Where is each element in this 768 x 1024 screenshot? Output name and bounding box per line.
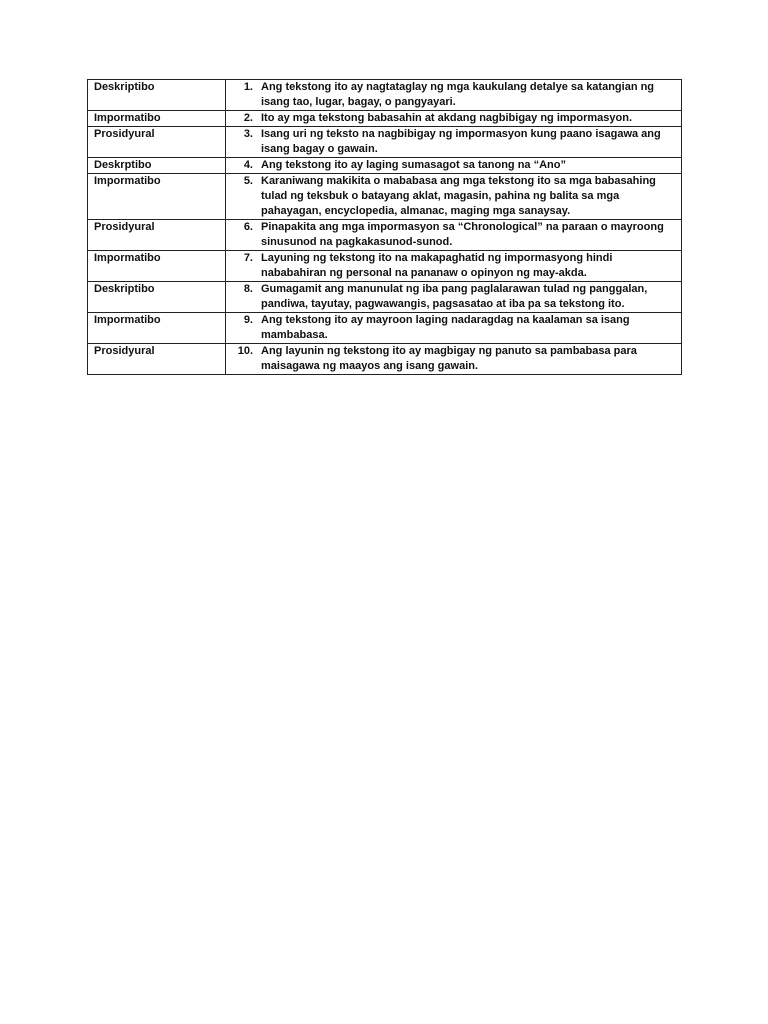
type-cell: Impormatibo xyxy=(88,174,226,220)
table-row xyxy=(88,174,682,220)
table-row xyxy=(88,127,682,158)
item-text: Layuning ng tekstong ito na makapaghatid ng impormasyong hindi nababahiran ng personal na pananaw o opinyon ng may-akda. xyxy=(261,252,613,279)
type-cell: Prosidyural xyxy=(88,344,226,375)
table-row xyxy=(88,251,682,282)
item-number: 2. xyxy=(243,112,253,124)
item-number: 9. xyxy=(243,314,253,326)
item-text: Karaniwang makikita o mababasa ang mga tekstong ito sa mga babasahing tulad ng teksbuk o batayang aklat, magasin, pahina ng balita sa mga pahayagan, encyclopedia, almanac, maging mga sanaysay. xyxy=(261,175,656,217)
item-cell xyxy=(226,344,682,375)
item-text: Ang tekstong ito ay mayroon laging nadaragdag na kaalaman sa isang mambabasa. xyxy=(261,314,630,341)
type-cell: Impormatibo xyxy=(88,251,226,282)
item-cell xyxy=(226,80,682,111)
item-text: Ang tekstong ito ay laging sumasagot sa tanong na “Ano” xyxy=(261,159,566,171)
item-number: 7. xyxy=(243,252,253,264)
table-row xyxy=(88,282,682,313)
item-cell xyxy=(226,111,682,127)
type-cell: Prosidyural xyxy=(88,127,226,158)
item-cell xyxy=(226,127,682,158)
table-row xyxy=(88,313,682,344)
item-cell xyxy=(226,174,682,220)
item-number: 4. xyxy=(243,159,253,171)
item-text: Ang layunin ng tekstong ito ay magbigay ng panuto sa pambabasa para maisagawa ng maayos ang isang gawain. xyxy=(261,345,637,372)
item-text: Gumagamit ang manunulat ng iba pang paglalarawan tulad ng panggalan, pandiwa, tayutay, pagwawangis, pagsasatao at iba pa sa tekstong ito. xyxy=(261,283,648,310)
item-text: Isang uri ng teksto na nagbibigay ng impormasyon kung paano isagawa ang isang bagay o gawain. xyxy=(261,128,661,155)
item-text: Ito ay mga tekstong babasahin at akdang nagbibigay ng impormasyon. xyxy=(261,112,633,124)
type-cell: Prosidyural xyxy=(88,220,226,251)
type-cell: Impormatibo xyxy=(88,111,226,127)
answer-table xyxy=(87,79,682,375)
item-number: 1. xyxy=(243,81,253,93)
table-row xyxy=(88,80,682,111)
type-cell: Impormatibo xyxy=(88,313,226,344)
item-cell xyxy=(226,220,682,251)
item-cell xyxy=(226,158,682,174)
type-cell: Deskriptibo xyxy=(88,80,226,111)
table-row xyxy=(88,220,682,251)
item-text: Ang tekstong ito ay nagtataglay ng mga kaukulang detalye sa katangian ng isang tao, lugar, bagay, o pangyayari. xyxy=(261,81,655,108)
item-number: 10. xyxy=(237,345,253,357)
item-text: Pinapakita ang mga impormasyon sa “Chronological” na paraan o mayroong sinusunod na pagkakasunod-sunod. xyxy=(261,221,664,248)
item-cell xyxy=(226,251,682,282)
item-cell xyxy=(226,282,682,313)
item-number: 6. xyxy=(243,221,253,233)
item-number: 8. xyxy=(243,283,253,295)
table-row xyxy=(88,344,682,375)
type-cell: Deskrptibo xyxy=(88,158,226,174)
item-number: 5. xyxy=(243,175,253,187)
item-cell xyxy=(226,313,682,344)
table-row xyxy=(88,111,682,127)
item-number: 3. xyxy=(243,128,253,140)
table-row xyxy=(88,158,682,174)
type-cell: Deskriptibo xyxy=(88,282,226,313)
